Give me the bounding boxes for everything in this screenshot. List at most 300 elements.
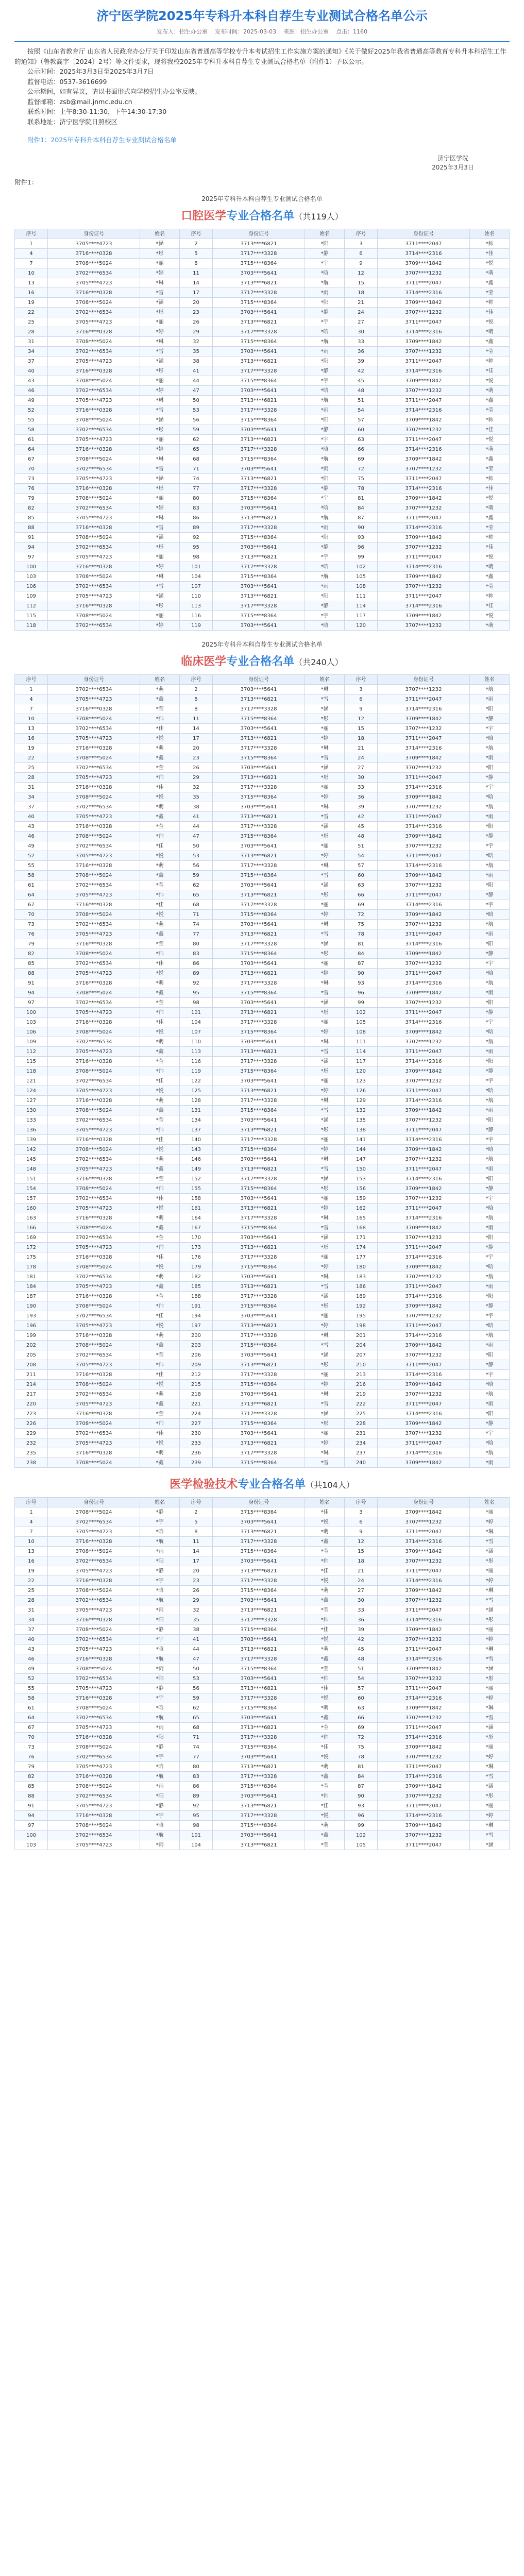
student-name: *萌: [140, 802, 180, 812]
id-number: 3717****3328: [212, 1018, 305, 1027]
table-row: [15, 1125, 510, 1135]
student-name: *涵: [140, 357, 180, 366]
table-row: [15, 1654, 510, 1664]
student-name: *涵: [305, 1292, 345, 1301]
student-name: *琳: [305, 802, 345, 812]
id-number: 3714****2316: [377, 978, 469, 988]
student-name: *雪: [140, 288, 180, 298]
row-number: 72: [344, 910, 377, 920]
row-number: 118: [15, 621, 48, 631]
id-number: 3717****3328: [212, 978, 305, 988]
column-header: 序号: [179, 1498, 212, 1507]
student-name: *悦: [305, 1752, 345, 1762]
row-number: 203: [179, 1341, 212, 1350]
row-number: 25: [15, 317, 48, 327]
id-number: 3707****1232: [377, 347, 469, 357]
row-number: 99: [344, 998, 377, 1008]
student-name: *雪: [470, 1713, 510, 1723]
student-name: *雪: [470, 1831, 510, 1840]
student-name: *丽: [305, 900, 345, 910]
id-number: 3716****0328: [48, 327, 140, 337]
row-number: 95: [179, 988, 212, 998]
student-name: *雨: [470, 1106, 510, 1115]
column-header: 序号: [179, 675, 212, 685]
id-number: 3707****1232: [377, 1037, 469, 1047]
student-name: *雨: [470, 1282, 510, 1292]
id-number: 3705****4723: [48, 1086, 140, 1096]
row-number: 162: [344, 1204, 377, 1213]
row-number: 53: [179, 405, 212, 415]
row-number: 69: [344, 900, 377, 910]
section-heading: 2025年专科升本科自荐生专业测试合格名单: [201, 641, 323, 648]
row-number: 114: [344, 601, 377, 611]
row-number: 120: [344, 1066, 377, 1076]
row-number: 41: [179, 812, 212, 822]
student-name: *丽: [305, 1135, 345, 1145]
id-number: 3707****1232: [377, 1713, 469, 1723]
row-number: 104: [179, 572, 212, 582]
row-number: 135: [344, 1115, 377, 1125]
row-number: 62: [179, 880, 212, 890]
row-number: 103: [15, 572, 48, 582]
id-number: 3703****5641: [212, 464, 305, 474]
id-number: 3703****5641: [212, 1155, 305, 1164]
student-name: *帅: [305, 1556, 345, 1566]
row-number: 118: [15, 1066, 48, 1076]
table-row: [15, 1204, 510, 1213]
student-name: *涵: [305, 1409, 345, 1419]
row-number: 204: [344, 1341, 377, 1350]
table-row: [15, 929, 510, 939]
column-header: 姓名: [305, 675, 345, 685]
student-name: *悦: [140, 969, 180, 978]
row-number: 167: [179, 1223, 212, 1233]
signature-block: [396, 154, 510, 172]
row-number: 121: [15, 1076, 48, 1086]
id-number: 3705****4723: [48, 357, 140, 366]
row-number: 6: [344, 694, 377, 704]
id-number: 3714****2316: [377, 523, 469, 533]
id-number: 3707****1232: [377, 1155, 469, 1164]
student-name: *彤: [470, 1556, 510, 1566]
row-number: 79: [15, 494, 48, 503]
id-number: 3707****1232: [377, 841, 469, 851]
id-number: 3708****5024: [48, 1184, 140, 1194]
row-number: 178: [15, 1262, 48, 1272]
table-row: [15, 1262, 510, 1272]
id-number: 3717****3328: [212, 1733, 305, 1742]
id-number: 3717****3328: [212, 523, 305, 533]
id-number: 3708****5024: [48, 714, 140, 724]
column-header: 序号: [15, 675, 48, 685]
student-name: *航: [470, 1155, 510, 1164]
row-number: 23: [179, 1576, 212, 1586]
id-number: 3711****2047: [377, 357, 469, 366]
table-row: [15, 1027, 510, 1037]
row-number: 65: [179, 445, 212, 454]
supervision-phone: 监督电话：0537-3616699: [27, 77, 107, 86]
id-number: 3715****8364: [212, 714, 305, 724]
id-number: 3714****2316: [377, 288, 469, 298]
id-number: 3702****6534: [48, 1556, 140, 1566]
id-number: 3702****6534: [48, 1272, 140, 1282]
student-name: *晗: [305, 503, 345, 513]
row-number: 39: [344, 357, 377, 366]
table-row: [15, 523, 510, 533]
row-number: 83: [179, 1772, 212, 1782]
student-name: *萌: [140, 1389, 180, 1399]
id-number: 3702****6534: [48, 802, 140, 812]
student-name: *萌: [140, 920, 180, 929]
student-name: *宇: [305, 552, 345, 562]
id-number: 3716****0328: [48, 1213, 140, 1223]
row-number: 221: [179, 1399, 212, 1409]
student-name: *宇: [305, 611, 345, 621]
row-number: 111: [344, 1037, 377, 1047]
table-row: [15, 1155, 510, 1164]
row-number: 14: [179, 1547, 212, 1556]
row-number: 15: [344, 278, 377, 288]
student-name: *琳: [140, 337, 180, 347]
row-number: 75: [344, 474, 377, 484]
row-number: 214: [15, 1380, 48, 1389]
id-number: 3716****0328: [48, 1018, 140, 1027]
section-1: [0, 194, 524, 631]
id-number: 3702****6534: [48, 1037, 140, 1047]
id-number: 3716****0328: [48, 861, 140, 871]
table-row: [15, 337, 510, 347]
table-row: [15, 513, 510, 523]
row-number: 150: [344, 1164, 377, 1174]
row-number: 123: [344, 1076, 377, 1086]
row-number: 83: [179, 503, 212, 513]
row-number: 26: [179, 763, 212, 773]
student-name: *丽: [305, 1429, 345, 1438]
id-number: 3708****5024: [48, 1625, 140, 1635]
student-name: *琳: [305, 743, 345, 753]
id-number: 3717****3328: [212, 783, 305, 792]
row-number: 32: [179, 337, 212, 347]
row-number: 49: [15, 841, 48, 851]
id-number: 3702****6534: [48, 464, 140, 474]
row-number: 59: [179, 1693, 212, 1703]
id-number: 3713****6821: [212, 1164, 305, 1174]
row-number: 86: [179, 1782, 212, 1791]
student-name: *帅: [140, 949, 180, 959]
row-number: 90: [344, 523, 377, 533]
row-number: 71: [179, 1733, 212, 1742]
row-number: 237: [344, 1448, 377, 1458]
id-number: 3705****4723: [48, 1840, 140, 1850]
row-number: 146: [179, 1155, 212, 1164]
id-number: 3715****8364: [212, 1145, 305, 1155]
id-number: 3703****5641: [212, 1429, 305, 1438]
student-name: *萌: [470, 562, 510, 572]
table-row: [15, 812, 510, 822]
row-number: 29: [179, 327, 212, 337]
id-number: 3708****5024: [48, 337, 140, 347]
table-row: [15, 920, 510, 929]
table-row: [15, 1801, 510, 1811]
student-name: *涵: [140, 474, 180, 484]
table-row: [15, 415, 510, 425]
id-number: 3717****3328: [212, 327, 305, 337]
student-name: *彤: [305, 949, 345, 959]
table-row: [15, 773, 510, 783]
student-name: *鑫: [140, 812, 180, 822]
row-number: 116: [179, 611, 212, 621]
id-number: 3713****6821: [212, 851, 305, 861]
row-number: 10: [15, 1537, 48, 1547]
id-number: 3715****8364: [212, 1380, 305, 1389]
table-row: [15, 425, 510, 435]
id-number: 3708****5024: [48, 1145, 140, 1155]
row-number: 52: [15, 1674, 48, 1684]
row-number: 136: [15, 1125, 48, 1135]
id-number: 3702****6534: [48, 543, 140, 552]
student-name: *涵: [140, 591, 180, 601]
row-number: 32: [179, 783, 212, 792]
row-number: 88: [15, 969, 48, 978]
student-name: *佳: [140, 724, 180, 734]
row-number: 99: [344, 552, 377, 562]
row-number: 128: [179, 1096, 212, 1106]
id-number: 3717****3328: [212, 822, 305, 832]
id-number: 3702****6534: [48, 724, 140, 734]
id-number: 3703****5641: [212, 1596, 305, 1605]
row-number: 7: [15, 1527, 48, 1537]
row-number: 132: [344, 1106, 377, 1115]
row-number: 138: [344, 1125, 377, 1135]
id-number: 3711****2047: [377, 890, 469, 900]
id-number: 3714****2316: [377, 861, 469, 871]
row-number: 231: [344, 1429, 377, 1438]
row-number: 94: [15, 988, 48, 998]
student-name: *航: [140, 1772, 180, 1782]
student-name: *婷: [140, 268, 180, 278]
table-row: [15, 871, 510, 880]
row-number: 127: [15, 1096, 48, 1106]
row-number: 125: [179, 1086, 212, 1096]
attachment-link[interactable]: 附件1：2025年专科升本科自荐生专业测试合格名单: [27, 136, 177, 144]
student-name: *帅: [140, 1066, 180, 1076]
row-number: 209: [179, 1360, 212, 1370]
id-number: 3707****1232: [377, 1272, 469, 1282]
row-number: 29: [179, 1596, 212, 1605]
student-name: *晗: [140, 1703, 180, 1713]
id-number: 3711****2047: [377, 929, 469, 939]
table-row: [15, 445, 510, 454]
student-name: *雨: [140, 1782, 180, 1791]
student-name: *阳: [470, 704, 510, 714]
id-number: 3705****4723: [48, 1164, 140, 1174]
row-number: 7: [15, 704, 48, 714]
student-name: *婷: [305, 1321, 345, 1331]
student-name: *婷: [305, 1086, 345, 1096]
student-name: *静: [305, 366, 345, 376]
row-number: 108: [344, 1027, 377, 1037]
student-name: *彤: [305, 832, 345, 841]
student-name: *鑫: [305, 1831, 345, 1840]
row-number: 74: [179, 474, 212, 484]
id-number: 3711****2047: [377, 1086, 469, 1096]
table-row: [15, 357, 510, 366]
id-number: 3717****3328: [212, 1135, 305, 1145]
row-number: 2: [179, 1507, 212, 1517]
row-number: 27: [344, 317, 377, 327]
row-number: 157: [15, 1194, 48, 1204]
row-number: 218: [179, 1389, 212, 1399]
id-number: 3705****4723: [48, 1125, 140, 1135]
row-number: 163: [15, 1213, 48, 1223]
id-number: 3707****1232: [377, 724, 469, 734]
student-name: *阳: [305, 298, 345, 308]
result-sections: [0, 194, 524, 1850]
table-row: [15, 1693, 510, 1703]
row-number: 22: [15, 753, 48, 763]
student-name: *鑫: [470, 513, 510, 523]
student-name: *鑫: [140, 1458, 180, 1468]
table-row: [15, 1586, 510, 1596]
table-row: [15, 1037, 510, 1047]
row-number: 179: [179, 1262, 212, 1272]
row-number: 68: [179, 1723, 212, 1733]
student-name: *雪: [305, 753, 345, 763]
student-name: *琳: [140, 572, 180, 582]
student-name: *婷: [305, 969, 345, 978]
id-number: 3705****4723: [48, 1566, 140, 1576]
id-number: 3716****0328: [48, 822, 140, 832]
table-row: [15, 694, 510, 704]
student-name: *鑫: [140, 1164, 180, 1174]
id-number: 3717****3328: [212, 1057, 305, 1066]
id-number: 3709****1842: [377, 988, 469, 998]
id-number: 3708****5024: [48, 1223, 140, 1233]
id-number: 3715****8364: [212, 611, 305, 621]
id-number: 3703****5641: [212, 308, 305, 317]
id-number: 3702****6534: [48, 386, 140, 396]
student-name: *萌: [140, 1213, 180, 1223]
table-row: [15, 1380, 510, 1389]
row-number: 60: [344, 1693, 377, 1703]
student-name: *琳: [305, 1096, 345, 1106]
column-header: 姓名: [470, 1498, 510, 1507]
id-number: 3702****6534: [48, 1517, 140, 1527]
table-row: [15, 1772, 510, 1782]
student-name: *佳: [140, 900, 180, 910]
table-row: [15, 1831, 510, 1840]
student-name: *雨: [140, 1664, 180, 1674]
student-name: *彤: [140, 425, 180, 435]
id-number: 3717****3328: [212, 900, 305, 910]
student-name: *雪: [305, 812, 345, 822]
table-row: [15, 753, 510, 763]
student-name: *彤: [305, 1419, 345, 1429]
id-number: 3705****4723: [48, 1321, 140, 1331]
id-number: 3702****6534: [48, 841, 140, 851]
student-name: *彤: [305, 1008, 345, 1018]
row-number: 145: [15, 1155, 48, 1164]
student-name: *悦: [140, 1380, 180, 1389]
table-row: [15, 1409, 510, 1419]
table-row: [15, 1576, 510, 1586]
row-number: 53: [179, 851, 212, 861]
student-name: *丽: [140, 552, 180, 562]
student-name: *莹: [305, 1547, 345, 1556]
id-number: 3709****1842: [377, 1106, 469, 1115]
row-number: 56: [179, 861, 212, 871]
id-number: 3702****6534: [48, 1791, 140, 1801]
student-name: *阳: [470, 1292, 510, 1301]
row-number: 1: [15, 239, 48, 249]
table-row: [15, 734, 510, 743]
student-name: *悦: [305, 1693, 345, 1703]
row-number: 208: [15, 1360, 48, 1370]
id-number: 3714****2316: [377, 405, 469, 415]
table-row: [15, 327, 510, 337]
row-number: 12: [344, 268, 377, 278]
row-number: 58: [15, 871, 48, 880]
row-number: 64: [15, 445, 48, 454]
row-number: 14: [179, 724, 212, 734]
row-number: 74: [179, 920, 212, 929]
student-name: *航: [470, 1096, 510, 1106]
table-row: [15, 1438, 510, 1448]
id-number: 3714****2316: [377, 704, 469, 714]
id-number: 3702****6534: [48, 503, 140, 513]
row-number: 35: [179, 347, 212, 357]
student-name: *涵: [470, 1723, 510, 1733]
id-number: 3703****5641: [212, 1752, 305, 1762]
row-number: 226: [15, 1419, 48, 1429]
row-number: 45: [344, 822, 377, 832]
student-name: *莹: [140, 939, 180, 949]
row-number: 140: [179, 1135, 212, 1145]
student-name: *帅: [470, 591, 510, 601]
row-number: 46: [15, 832, 48, 841]
table-row: [15, 1399, 510, 1409]
id-number: 3703****5641: [212, 1556, 305, 1566]
student-name: *帅: [140, 832, 180, 841]
student-name: *丽: [305, 1311, 345, 1321]
table-row: [15, 949, 510, 959]
table-row: [15, 484, 510, 494]
table-row: [15, 1507, 510, 1517]
row-number: 56: [179, 1684, 212, 1693]
student-name: *琳: [305, 1448, 345, 1458]
id-number: 3702****6534: [48, 1350, 140, 1360]
row-number: 103: [15, 1018, 48, 1027]
row-number: 196: [15, 1321, 48, 1331]
student-name: *静: [470, 1184, 510, 1194]
student-name: *婷: [470, 1693, 510, 1703]
column-header: 身份证号: [377, 675, 469, 685]
table-row: [15, 978, 510, 988]
row-number: 54: [344, 1674, 377, 1684]
row-number: 78: [344, 929, 377, 939]
student-name: *雪: [470, 1596, 510, 1605]
id-number: 3717****3328: [212, 1252, 305, 1262]
student-name: *静: [470, 1125, 510, 1135]
id-number: 3713****6821: [212, 435, 305, 445]
id-number: 3715****8364: [212, 454, 305, 464]
student-name: *丽: [140, 435, 180, 445]
id-number: 3709****1842: [377, 611, 469, 621]
id-number: 3716****0328: [48, 1057, 140, 1066]
row-number: 29: [179, 773, 212, 783]
id-number: 3715****8364: [212, 1027, 305, 1037]
row-number: 122: [179, 1076, 212, 1086]
